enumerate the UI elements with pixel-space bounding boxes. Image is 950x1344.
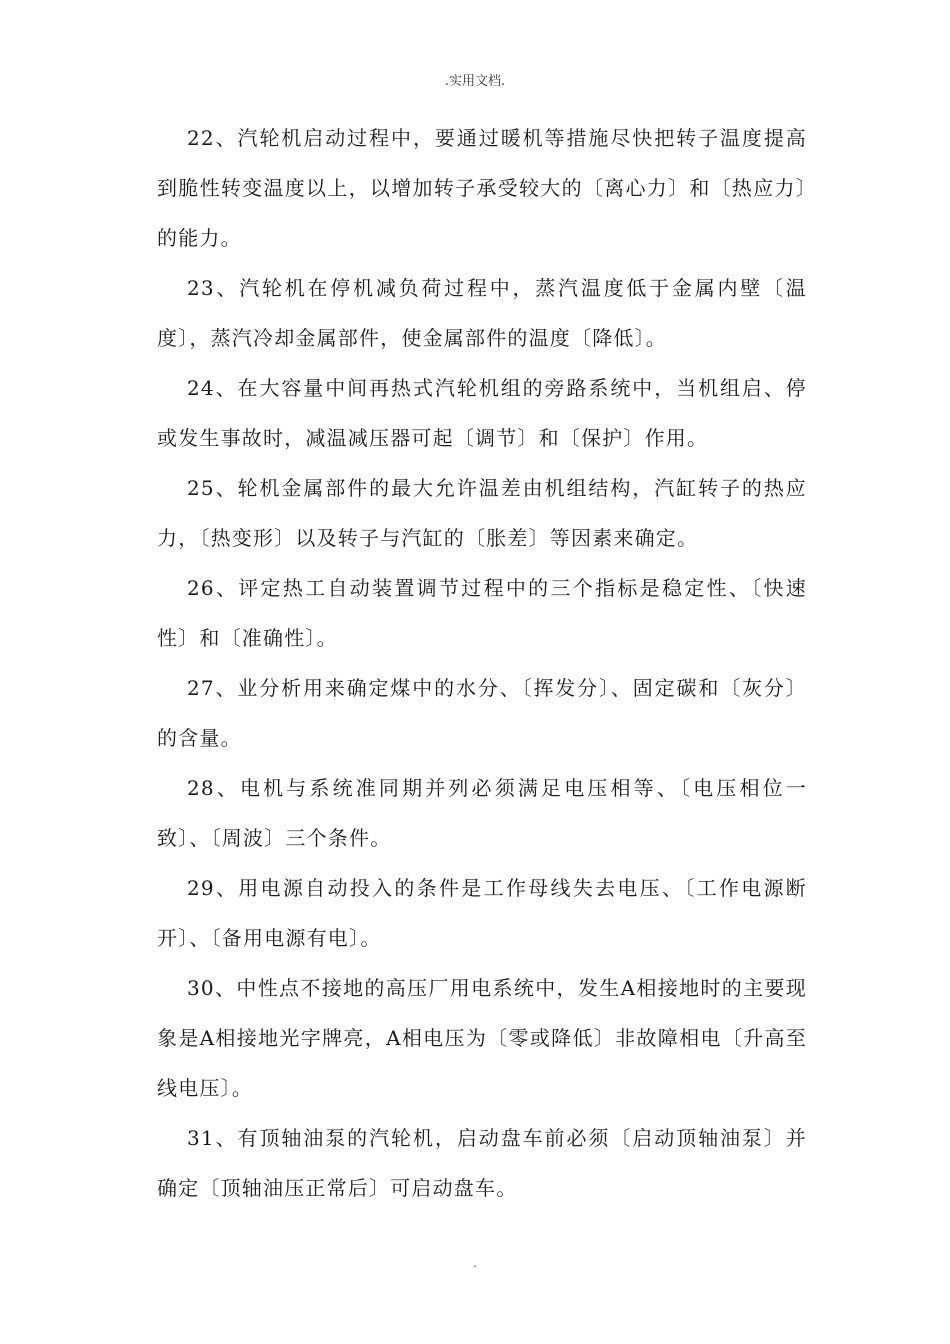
page-header: .实用文档. — [444, 74, 506, 89]
question-27: 27、业分析用来确定煤中的水分、〔挥发分〕、固定碳和〔灰分〕的含量。 — [157, 676, 807, 750]
question-28: 28、电机与系统准同期并列必须满足电压相等、〔电压相位一致〕、〔周波〕三个条件。 — [157, 776, 807, 850]
question-24: 24、在大容量中间再热式汽轮机组的旁路系统中，当机组启、停或发生事故时，减温减压器可起〔调节〕和〔保护〕作用。 — [157, 376, 807, 450]
question-29: 29、用电源自动投入的条件是工作母线失去电压、〔工作电源断开〕、〔备用电源有电〕。 — [157, 876, 807, 950]
question-31: 31、有顶轴油泵的汽轮机，启动盘车前必须〔启动顶轴油泵〕并确定〔顶轴油压正常后〕可启动盘车。 — [157, 1126, 807, 1200]
question-30: 30、中性点不接地的高压厂用电系统中，发生A相接地时的主要现象是A相接地光字牌亮，A相电压为〔零或降低〕非故障相电〔升高至线电压〕。 — [157, 976, 807, 1100]
question-23: 23、汽轮机在停机减负荷过程中，蒸汽温度低于金属内壁〔温度〕，蒸汽冷却金属部件，使金属部件的温度〔降低〕。 — [157, 276, 807, 350]
question-26: 26、评定热工自动装置调节过程中的三个指标是稳定性、〔快速性〕和〔准确性〕。 — [157, 576, 807, 650]
document-body — [157, 113, 807, 1213]
question-25: 25、轮机金属部件的最大允许温差由机组结构，汽缸转子的热应力，〔热变形〕以及转子与汽缸的〔胀差〕等因素来确定。 — [157, 476, 807, 550]
question-22: 22、汽轮机启动过程中，要通过暖机等措施尽快把转子温度提高到脆性转变温度以上，以增加转子承受较大的〔离心力〕和〔热应力〕的能力。 — [157, 126, 807, 250]
page-footer: . — [473, 1256, 477, 1270]
